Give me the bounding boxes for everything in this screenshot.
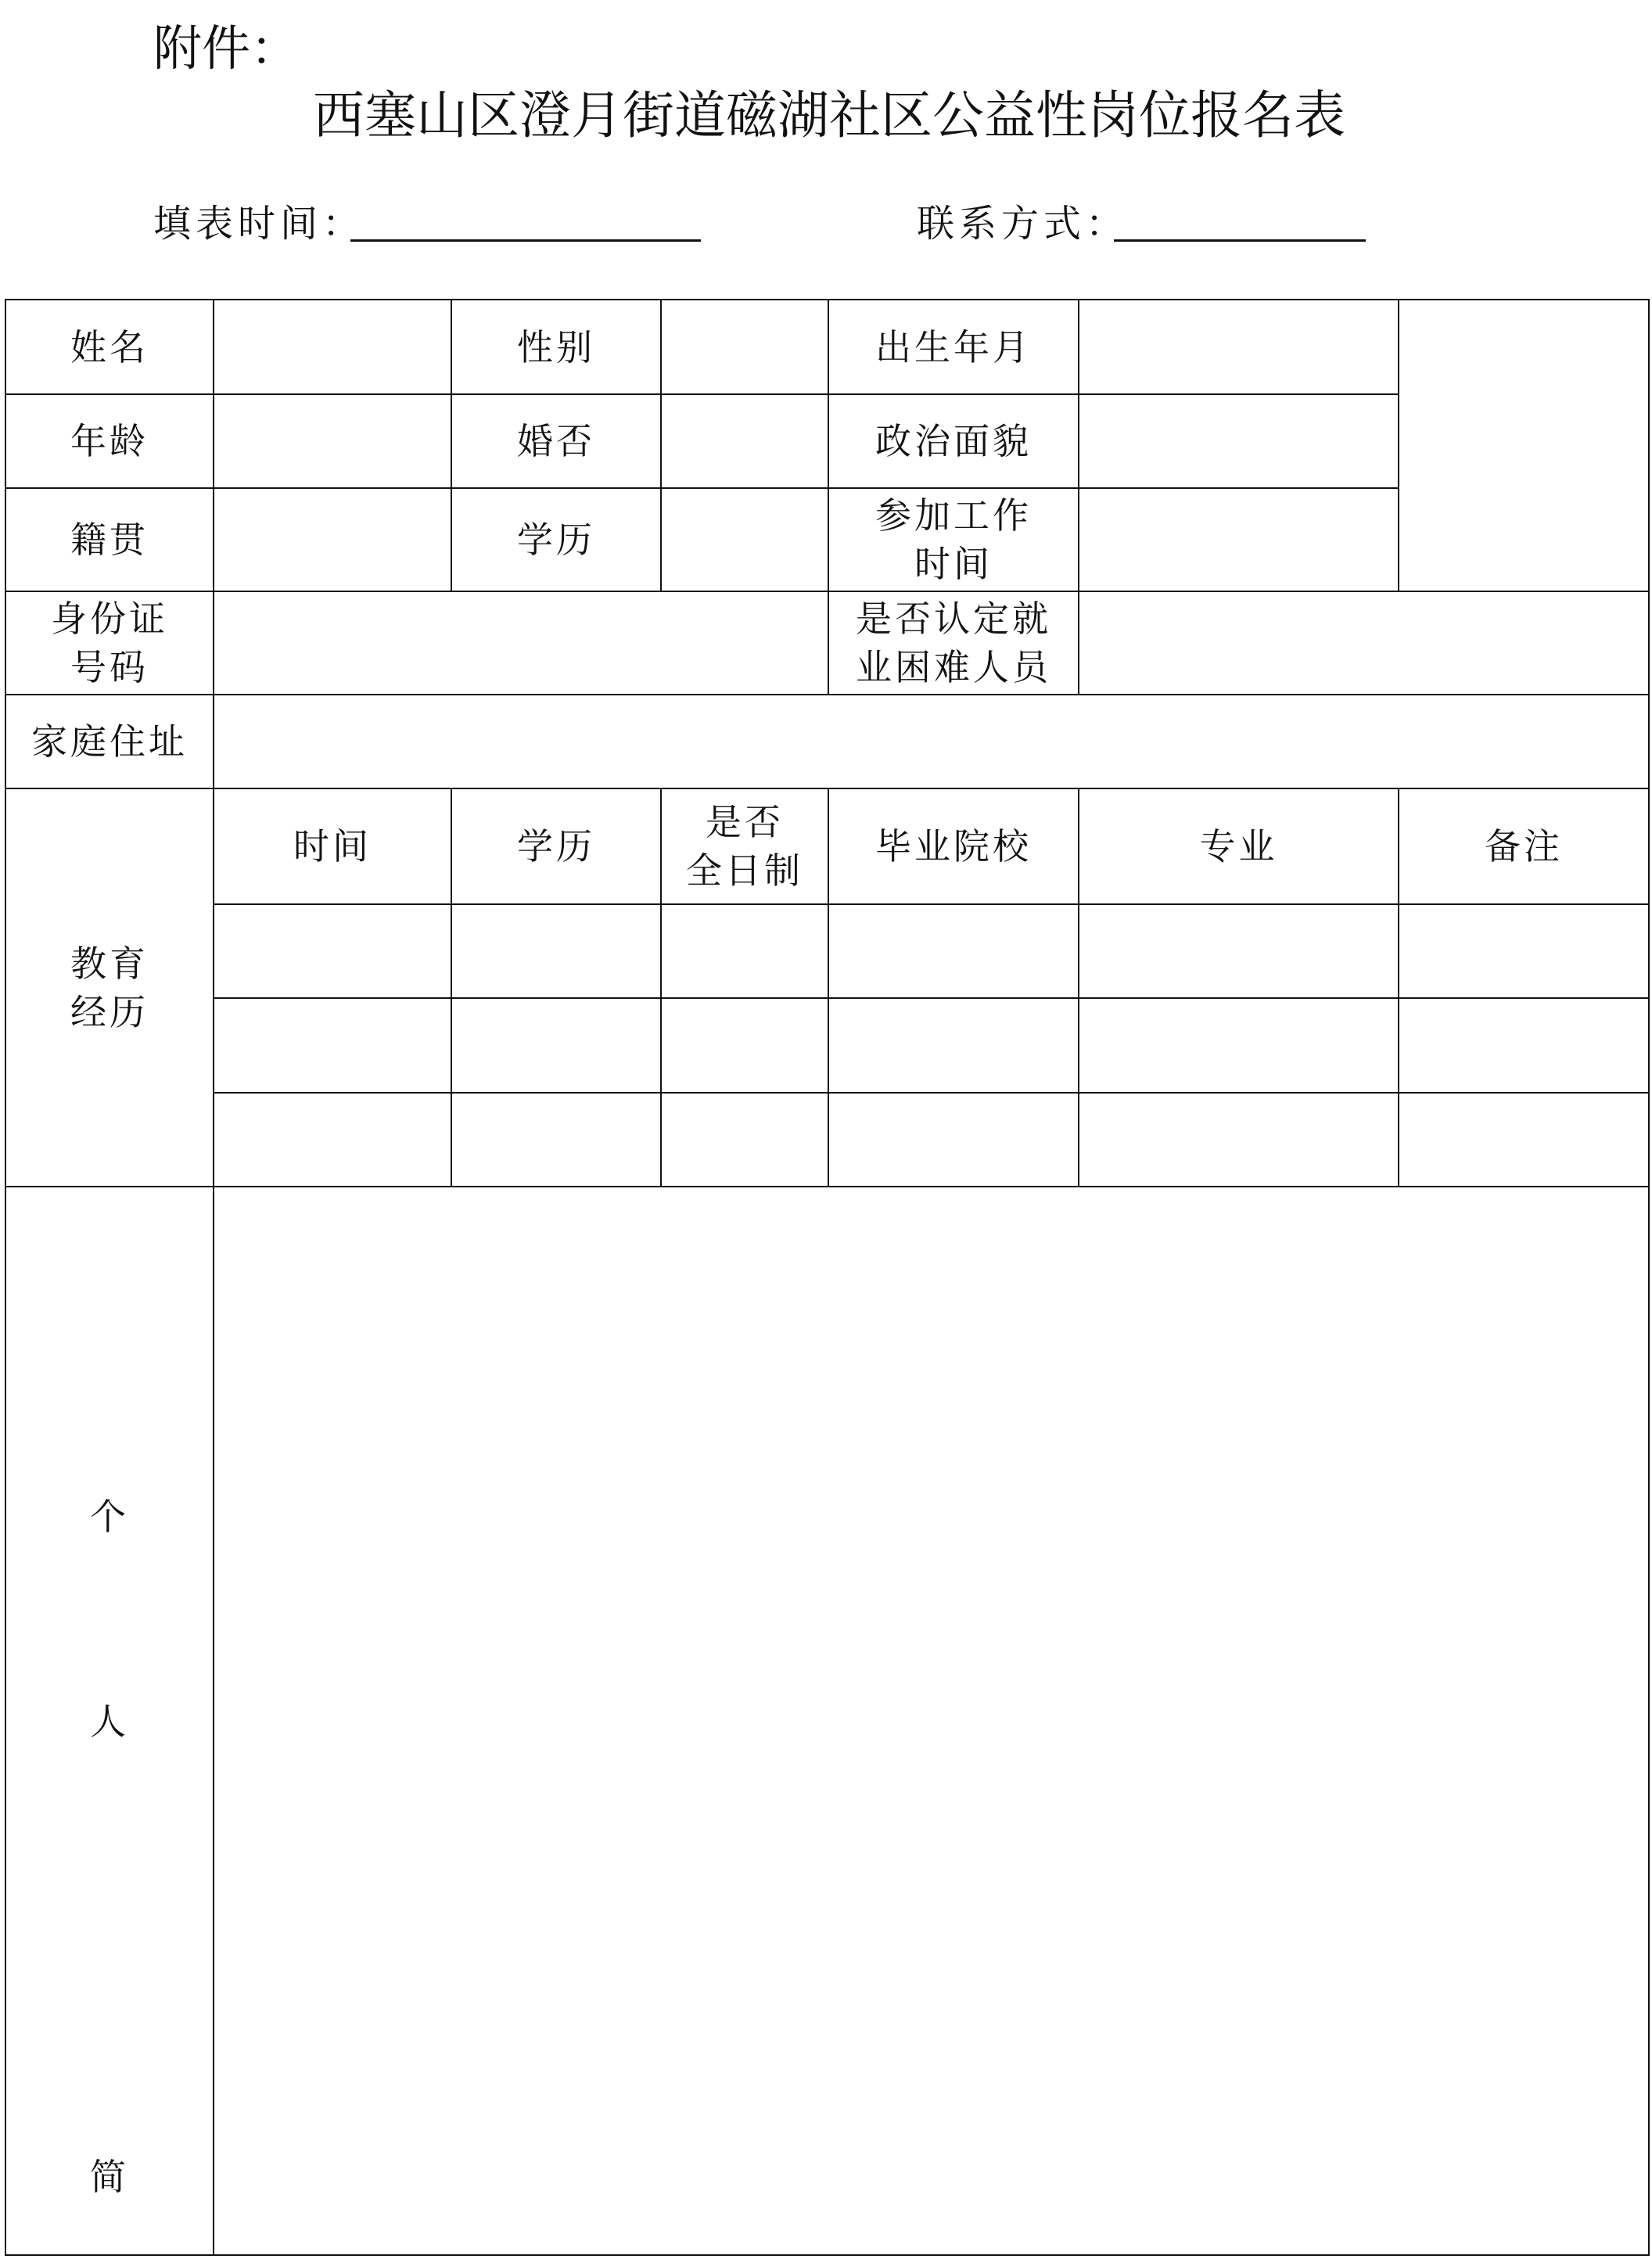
id-field[interactable] <box>214 591 828 695</box>
resume-field[interactable] <box>214 1187 1649 2255</box>
edu-col-degree: 学历 <box>451 788 661 904</box>
gender-field[interactable] <box>661 300 828 394</box>
resume-label-char: 简 <box>90 2156 129 2198</box>
registration-form-table <box>5 299 1650 2256</box>
edu-col-school: 毕业院校 <box>828 788 1079 904</box>
edu-col-fulltime <box>661 788 828 904</box>
edu-col-fulltime-line2: 全日制 <box>686 849 803 892</box>
edu-time-cell[interactable] <box>214 1093 451 1187</box>
name-label: 姓名 <box>5 300 214 394</box>
name-field[interactable] <box>214 300 451 394</box>
edu-col-time: 时间 <box>214 788 451 904</box>
edu-degree-cell[interactable] <box>451 904 661 998</box>
edu-row <box>5 1093 1649 1187</box>
edu-col-fulltime-line1: 是否 <box>706 801 784 843</box>
edu-major-cell[interactable] <box>1079 904 1399 998</box>
hardship-field[interactable] <box>1079 591 1649 695</box>
birth-field[interactable] <box>1079 300 1399 394</box>
hardship-label-line1: 是否认定就 <box>856 598 1051 640</box>
edu-degree-cell[interactable] <box>451 1093 661 1187</box>
education-field[interactable] <box>661 488 828 591</box>
edu-time-cell[interactable] <box>214 904 451 998</box>
native-label: 籍贯 <box>5 488 214 591</box>
edu-degree-cell[interactable] <box>451 998 661 1093</box>
photo-box[interactable] <box>1399 300 1649 591</box>
fill-time-field[interactable] <box>350 239 701 242</box>
edu-remarks-cell[interactable] <box>1399 1093 1649 1187</box>
native-field[interactable] <box>214 488 451 591</box>
hardship-label-line2: 业困难人员 <box>856 646 1051 688</box>
edu-remarks-cell[interactable] <box>1399 998 1649 1093</box>
edu-history-label-line1: 教育 <box>70 942 149 985</box>
fill-time-label: 填表时间： <box>153 202 365 246</box>
edu-major-cell[interactable] <box>1079 1093 1399 1187</box>
education-label: 学历 <box>451 488 661 591</box>
political-label: 政治面貌 <box>828 394 1079 488</box>
attachment-label: 附件： <box>153 20 300 77</box>
resume-label-gap <box>6 1541 213 1697</box>
resume-label-char: 个 <box>90 1496 129 1538</box>
birth-label: 出生年月 <box>828 300 1079 394</box>
political-field[interactable] <box>1079 394 1399 488</box>
edu-fulltime-cell[interactable] <box>661 998 828 1093</box>
id-label-line1: 身份证 <box>51 598 168 640</box>
edu-col-remarks: 备注 <box>1399 788 1649 904</box>
age-field[interactable] <box>214 394 451 488</box>
id-label <box>5 591 214 695</box>
edu-col-major: 专业 <box>1079 788 1399 904</box>
resume-label-char: 人 <box>90 1701 129 1743</box>
resume-label <box>5 1187 214 2255</box>
edu-time-cell[interactable] <box>214 998 451 1093</box>
edu-history-label <box>5 788 214 1187</box>
work-start-label-line2: 时间 <box>914 543 993 585</box>
edu-remarks-cell[interactable] <box>1399 904 1649 998</box>
hardship-label <box>828 591 1079 695</box>
edu-fulltime-cell[interactable] <box>661 904 828 998</box>
edu-history-label-line2: 经历 <box>70 990 149 1033</box>
work-start-field[interactable] <box>1079 488 1399 591</box>
page-title: 西塞山区澄月街道磁湖社区公益性岗位报名表 <box>313 85 1345 145</box>
resume-label-gap <box>6 1746 213 2153</box>
edu-row <box>5 904 1649 998</box>
edu-fulltime-cell[interactable] <box>661 1093 828 1187</box>
work-start-label-line1: 参加工作 <box>875 494 1032 537</box>
gender-label: 性别 <box>451 300 661 394</box>
edu-school-cell[interactable] <box>828 998 1079 1093</box>
edu-row <box>5 998 1649 1093</box>
contact-label: 联系方式： <box>917 202 1129 246</box>
work-start-label <box>828 488 1079 591</box>
address-label: 家庭住址 <box>5 695 214 788</box>
edu-school-cell[interactable] <box>828 904 1079 998</box>
marital-label: 婚否 <box>451 394 661 488</box>
contact-field[interactable] <box>1114 239 1366 242</box>
marital-field[interactable] <box>661 394 828 488</box>
address-field[interactable] <box>214 695 1649 788</box>
id-label-line2: 号码 <box>70 646 149 688</box>
edu-school-cell[interactable] <box>828 1093 1079 1187</box>
edu-major-cell[interactable] <box>1079 998 1399 1093</box>
age-label: 年龄 <box>5 394 214 488</box>
